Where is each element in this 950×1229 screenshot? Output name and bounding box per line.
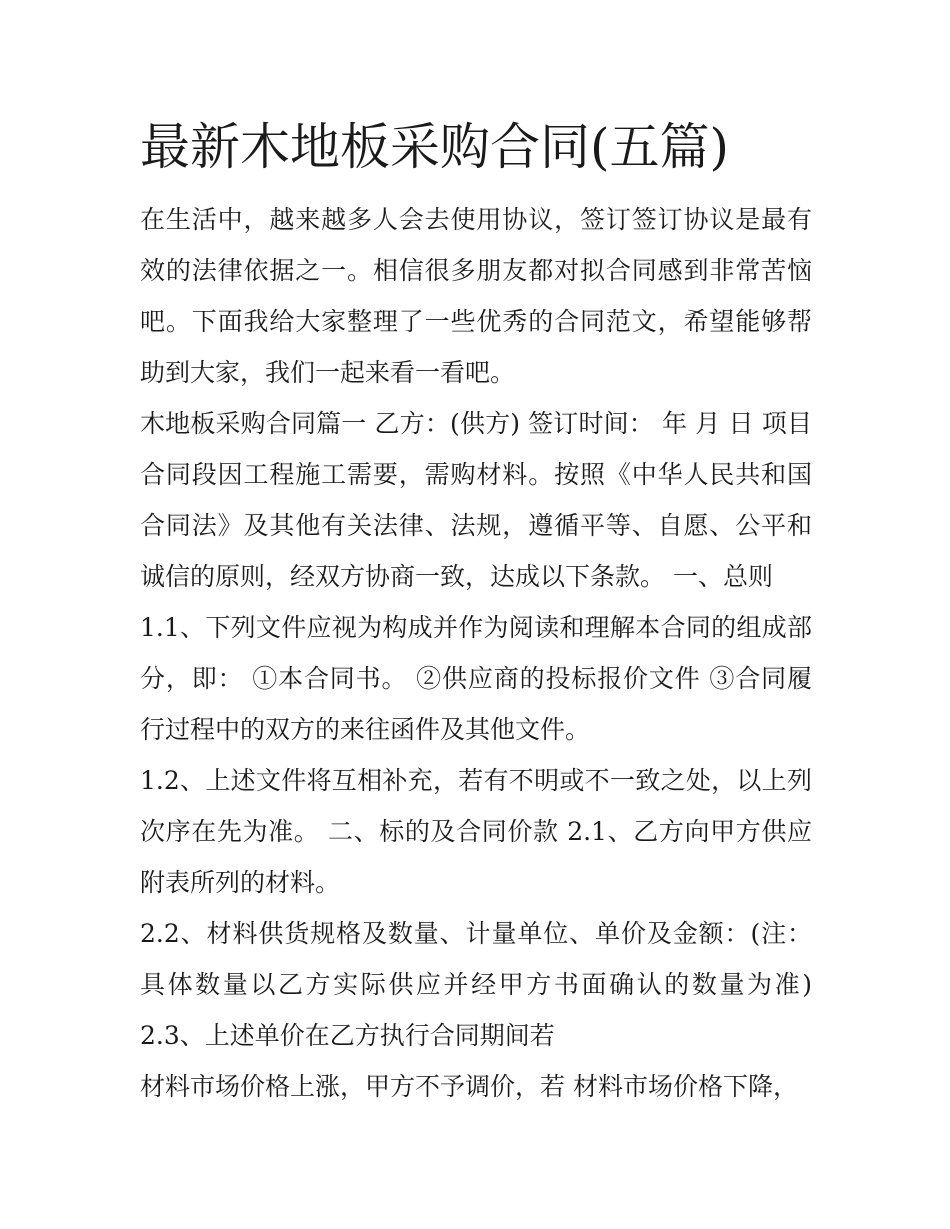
paragraph-clause-1-2: 1.2、上述文件将互相补充，若有不明或不一致之处，以上列次序在先为准。 二、标的及合同价款 2.1、乙方向甲方供应附表所列的材料。 <box>140 766 812 897</box>
paragraph-intro: 在生活中，越来越多人会去使用协议，签订签订协议是最有效的法律依据之一。相信很多朋友都对拟合同感到非常苦恼吧。下面我给大家整理了一些优秀的合同范文，希望能够帮助到大家，我们一起来看一看吧。 <box>140 205 812 387</box>
paragraph-price-terms: 材料市场价格上涨，甲方不予调价，若 材料市场价格下降， <box>140 1072 798 1101</box>
document-page <box>140 112 812 1112</box>
paragraph-clause-1-1: 1.1、下列文件应视为构成并作为阅读和理解本合同的组成部分，即： ①本合同书。 ②供应商的投标报价文件 ③合同履行过程中的双方的来往函件及其他文件。 <box>140 613 812 744</box>
paragraph-contract-opening: 木地板采购合同篇一 乙方：(供方) 签订时间： 年 月 日 项目合同段因工程施工需要，需购材料。按照《中华人民共和国合同法》及其他有关法律、法规，遵循平等、自愿、公平和诚信的原则，经双方协商一致，达成以下条款。 一、总则 <box>140 409 812 591</box>
paragraph-clause-2-2: 2.2、材料供货规格及数量、计量单位、单价及金额：(注：具体数量以乙方实际供应并经甲方书面确认的数量为准) 2.3、上述单价在乙方执行合同期间若 <box>140 919 812 1050</box>
document-title: 最新木地板采购合同(五篇) <box>140 118 730 176</box>
